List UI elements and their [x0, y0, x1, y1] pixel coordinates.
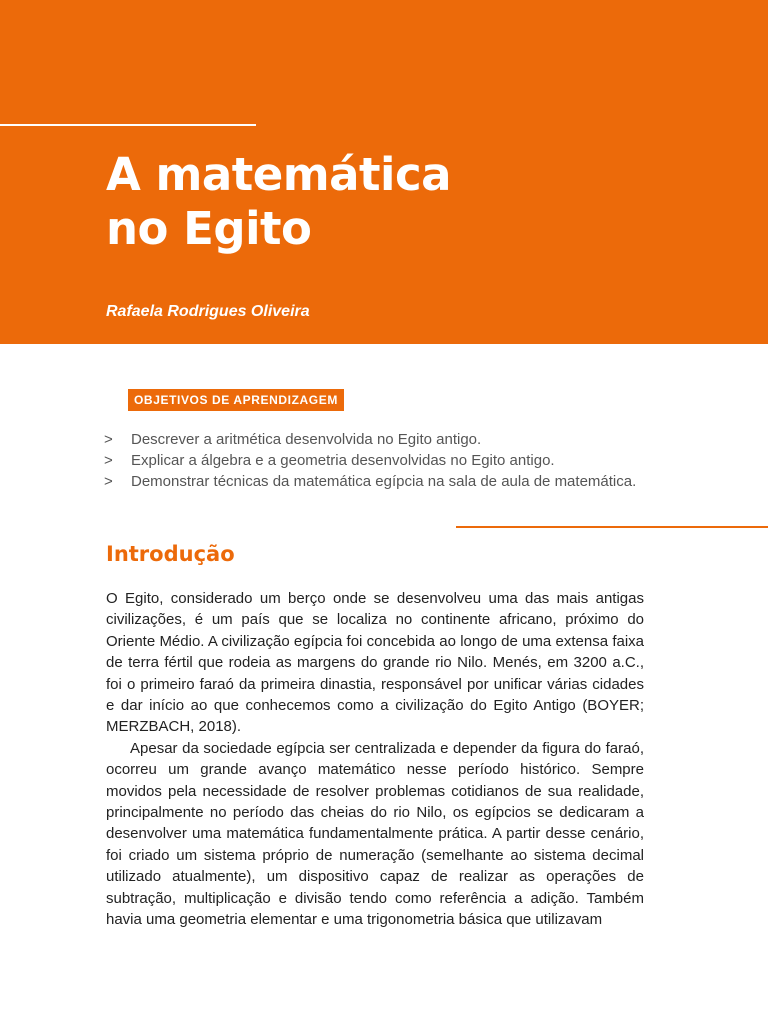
author-name: Rafaela Rodrigues Oliveira [106, 303, 310, 320]
objective-item [104, 450, 636, 471]
objective-item [104, 429, 636, 450]
bullet-chevron-icon: > [104, 431, 113, 448]
objective-text: Descrever a aritmética desenvolvida no Egito antigo. [131, 431, 482, 448]
section-divider [456, 526, 768, 528]
chapter-title-line-1: A matemática [106, 148, 452, 201]
bullet-chevron-icon: > [104, 452, 113, 469]
bullet-chevron-icon: > [104, 473, 113, 490]
chapter-title [106, 148, 451, 256]
chapter-title-line-2: no Egito [106, 202, 312, 255]
objective-item [104, 471, 636, 492]
objectives-list [104, 429, 636, 492]
objective-text: Demonstrar técnicas da matemática egípcia na sala de aula de matemática. [131, 473, 637, 490]
header-divider [0, 124, 256, 126]
paragraph-1: O Egito, considerado um berço onde se desenvolveu uma das mais antigas civilizações, é um país que se localiza no continente africano, próximo do Oriente Médio. A civilização egípcia foi concebida ao longo de uma extensa faixa de terra fértil que rodeia as margens do grande rio Nilo. Menés, em 3200 a.C., foi o primeiro faraó da primeira dinastia, responsável por unificar várias cidades e dar início ao que conhecemos como a civilização do Egito Antigo (BOYER; MERZBACH, 2018). [106, 590, 644, 736]
section-heading: Introdução [106, 542, 235, 566]
objective-text: Explicar a álgebra e a geometria desenvolvidas no Egito antigo. [131, 452, 555, 469]
objectives-badge: OBJETIVOS DE APRENDIZAGEM [128, 389, 344, 411]
body-text [106, 588, 644, 931]
paragraph-2: Apesar da sociedade egípcia ser centralizada e depender da figura do faraó, ocorreu um grande avanço matemático nesse período histórico. Sempre movidos pela necessidade de resolver problemas cotidianos de sua realidade, principalmente no período das cheias do rio Nilo, os egípcios se dedicaram a desenvolver uma matemática fundamentalmente prática. A partir desse cenário, foi criado um sistema próprio de numeração (semelhante ao sistema decimal utilizado atualmente), um dispositivo capaz de realizar as operações de subtração, multiplicação e divisão tendo como referência a adição. Também havia uma geometria elementar e uma trigonometria básica que utilizavam [106, 739, 644, 929]
